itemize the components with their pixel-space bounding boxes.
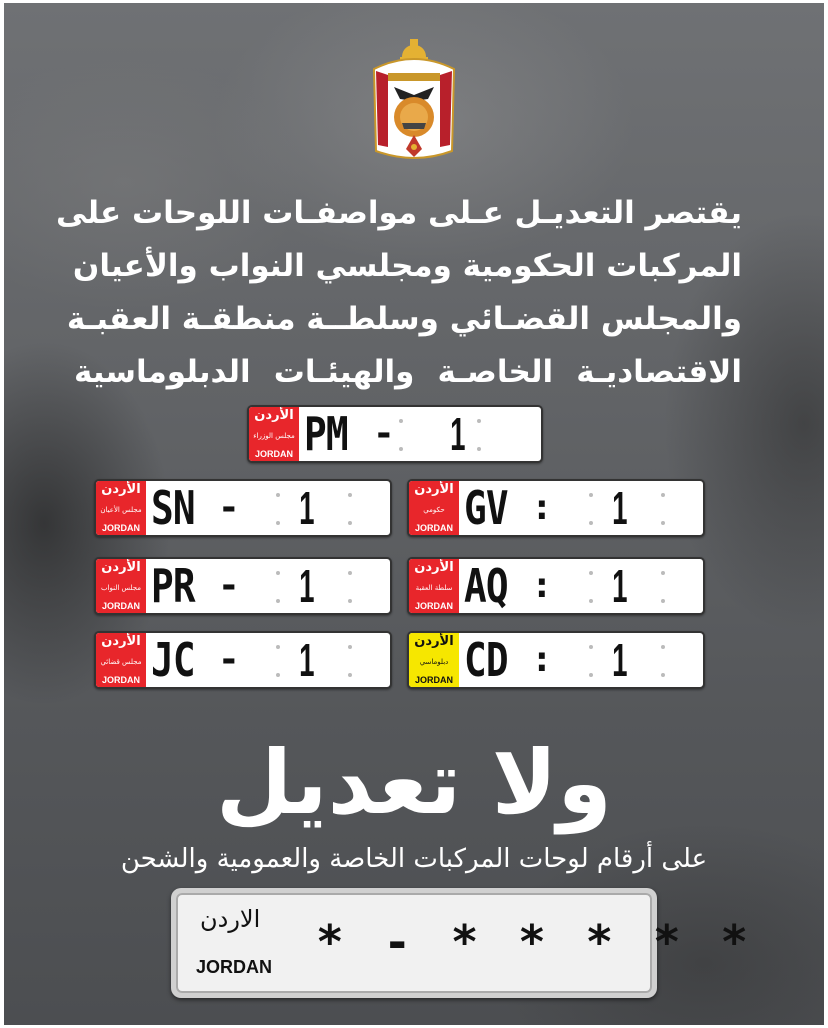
plate-rivet — [661, 673, 665, 677]
plate-category-ar: مجلس الوزراء — [253, 432, 295, 440]
plate-band — [96, 633, 146, 687]
plate-rivet — [589, 599, 593, 603]
plate-rivet — [276, 521, 280, 525]
plate-category-ar: حكومي — [423, 506, 445, 514]
plate-rivet — [589, 493, 593, 497]
plate-rivet — [348, 673, 352, 677]
plate-code: SN — [151, 481, 195, 535]
plate-rivet — [661, 571, 665, 575]
headline-line: الاقتصاديـة الخاصـة والهيئـات الدبلوماسية — [74, 354, 742, 390]
plate-separator: : — [531, 487, 553, 528]
plate-separator: : — [531, 565, 553, 606]
plate-country-en: JORDAN — [254, 449, 293, 459]
plate-rivet — [477, 447, 481, 451]
plate-country-ar: الأردن — [101, 560, 141, 575]
plate-pr — [94, 557, 392, 615]
plate-separator: : — [531, 639, 553, 680]
plate-country-ar: الأردن — [414, 482, 454, 497]
plate-rivet — [348, 521, 352, 525]
plate-country-en: JORDAN — [414, 523, 453, 533]
headline-line: يقتصر التعديـل عـلى مواصفـات اللوحات على — [55, 195, 742, 231]
plate-rivet — [276, 673, 280, 677]
plate-rivet — [276, 599, 280, 603]
plate-country-en: JORDAN — [101, 523, 140, 533]
plate-category-ar: مجلس الأعيان — [100, 506, 142, 514]
plate-country-ar: الأردن — [101, 634, 141, 649]
plate-rivet — [589, 571, 593, 575]
plate-category-ar: دبلوماسي — [419, 658, 449, 666]
plate-code: PR — [151, 559, 195, 613]
plate-rivet — [589, 673, 593, 677]
plate-category-ar: مجلس النواب — [100, 584, 142, 592]
plate-country-en: JORDAN — [101, 601, 140, 611]
generic-plate-face — [176, 893, 755, 993]
plate-country-en: JORDAN — [101, 675, 140, 685]
plate-rivet — [661, 645, 665, 649]
plate-rivet — [661, 521, 665, 525]
generic-plate — [171, 888, 755, 998]
plate-code: JC — [151, 633, 195, 687]
plate-rivet — [276, 571, 280, 575]
headline-text — [55, 187, 742, 399]
plate-number: 1 — [612, 560, 628, 612]
plate-band — [409, 633, 459, 687]
plate-rivet — [348, 645, 352, 649]
generic-plate-number-mask: * - * * * * * — [316, 915, 755, 969]
plate-rivet — [276, 645, 280, 649]
plate-separator: - — [218, 487, 240, 528]
plate-rivet — [276, 493, 280, 497]
plate-band — [409, 559, 459, 613]
plate-pm — [247, 405, 543, 463]
plate-code: PM — [304, 407, 348, 461]
plate-number: 1 — [299, 634, 315, 686]
plate-separator: - — [218, 639, 240, 680]
plate-country-ar: الأردن — [414, 634, 454, 649]
plate-rivet — [348, 493, 352, 497]
plate-number: 1 — [612, 634, 628, 686]
plate-rivet — [589, 645, 593, 649]
subline-text: على أرقام لوحات المركبات الخاصة والعمومية والشحن — [120, 844, 708, 874]
plate-rivet — [477, 419, 481, 423]
plate-separator: - — [373, 413, 395, 454]
plate-band — [409, 481, 459, 535]
plate-country-ar: الأردن — [254, 408, 294, 423]
plate-rivet — [348, 571, 352, 575]
plate-jc — [94, 631, 392, 689]
poster — [4, 3, 824, 1025]
plate-code: AQ — [464, 559, 508, 613]
plate-number: 1 — [612, 482, 628, 534]
plate-category-ar: مجلس قضائي — [100, 658, 142, 666]
generic-plate-country-ar: الاردن — [200, 905, 261, 933]
plate-country-en: JORDAN — [414, 601, 453, 611]
plate-rivet — [348, 599, 352, 603]
plate-category-ar: سلطة العقبة — [415, 584, 453, 592]
plate-band — [96, 481, 146, 535]
plate-sn — [94, 479, 392, 537]
plate-rivet — [661, 599, 665, 603]
plate-aq — [407, 557, 705, 615]
plate-code: GV — [464, 481, 508, 535]
plate-rivet — [399, 419, 403, 423]
plate-number: 1 — [450, 408, 466, 460]
plate-rivet — [399, 447, 403, 451]
headline-line: والمجلس القضـائي وسلطــة منطقـة العقبـة — [66, 301, 742, 337]
plate-number: 1 — [299, 482, 315, 534]
plate-band — [249, 407, 299, 461]
plate-separator: - — [218, 565, 240, 606]
headline-line: المركبات الحكومية ومجلسي النواب والأعيان — [72, 248, 742, 284]
plate-country-ar: الأردن — [101, 482, 141, 497]
generic-plate-country-en: JORDAN — [196, 957, 273, 977]
plate-rivet — [589, 521, 593, 525]
plate-number: 1 — [299, 560, 315, 612]
plate-cd — [407, 631, 705, 689]
plate-band — [96, 559, 146, 613]
plate-rivet — [661, 493, 665, 497]
plate-gv — [407, 479, 705, 537]
plate-code: CD — [464, 633, 508, 687]
plate-country-ar: الأردن — [414, 560, 454, 575]
no-change-heading: ولا تعديل — [216, 731, 612, 834]
plate-country-en: JORDAN — [414, 675, 453, 685]
jordan-coat-of-arms-icon — [366, 39, 462, 165]
